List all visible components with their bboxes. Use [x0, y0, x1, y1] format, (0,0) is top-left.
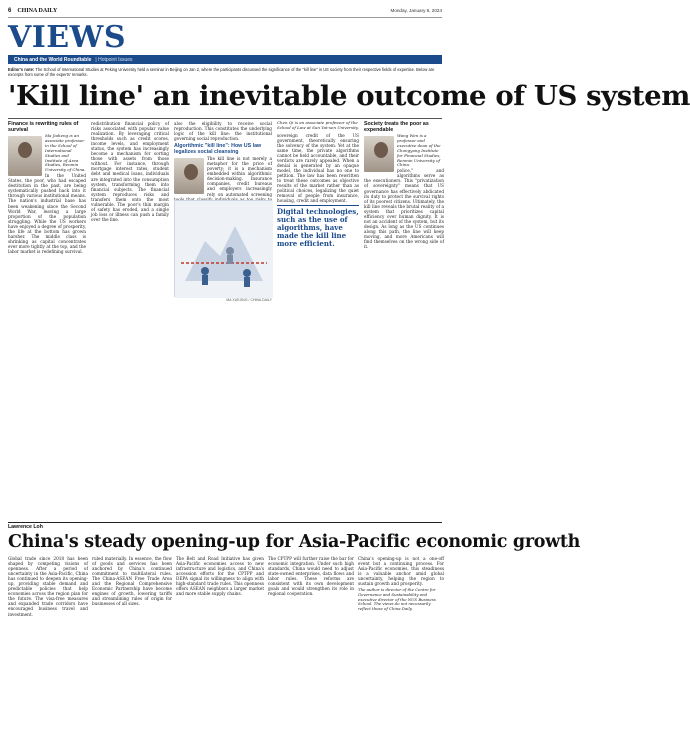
pull-quote-text: Digital technologies, such as the use of algorithms, have made the kill line more efficient. [277, 207, 359, 249]
subhead-finance: Finance is rewriting rules of survival [8, 121, 79, 133]
body-text: China's opening-up is not a one-off event but a continuing process. For Asia-Pacific economies, this steadiness is a valuable anchor amid global uncertainty, helping the region to sustain growth and prosperity. [358, 556, 444, 587]
article2-column-1 [8, 556, 88, 741]
illustration-credit: MA XUEJING / CHINA DAILY [226, 298, 272, 302]
subhead-algorithmic: Algorithmic "kill line": How US law legalizes social cleansing [174, 143, 262, 156]
illustration [174, 200, 272, 297]
body-text: The CPTPP will further raise the bar for economic integration. Under such high standards, China would need to adjust state-owned enterprises, data flows and labor rules. These reforms are consistent with its own development goals and would strengthen its role in regional cooperation. [268, 556, 354, 597]
article2-column-5 [358, 556, 444, 741]
article2-byline: Lawrence Loh [8, 524, 43, 530]
body-text: The Belt and Road Initiative has given Asia-Pacific economies access to new infrastructure and logistics, and China's accession efforts for the CPTPP and DEPA signal its willingness to align with high-standard trade rules. This openness offers ASEAN neighbors a larger market and more stable supply chains. [176, 556, 264, 597]
article1-column-4 [277, 121, 359, 521]
body-text: The kill line is not merely a metaphor for the price of poverty; it is a mechanism embedded within algorithmic decision-making. Insurance companies, credit bureaus and employers increasingly rely on automated screening [207, 156, 272, 197]
body-text: sovereign credit of the US government, theoretically ensuring the solvency of the system. Yet at the same time, the private algorithms cannot be held accountable, and their verdicts are rarely appealed. When a denial is generated by an opaque model, the individual has no one to petition. The law has been rewritten to treat these outcomes as objective results of the market rather than as political choices, legalizing the quiet removal of people from insurance, housing, credit and employment. [277, 132, 359, 204]
article1-column-3 [174, 121, 272, 521]
article2-column-3 [176, 556, 264, 741]
pull-quote [277, 205, 359, 248]
article1-column-1 [8, 121, 86, 521]
author-photo [8, 136, 42, 176]
page-header [8, 4, 442, 18]
article1-column-2 [91, 121, 169, 521]
body-text: Global trade since 2018 has been shaped by competing visions of openness. After a period of uncertainty in the Asia-Pacific, China has continued to deepen its opening-up, providing stable demand and predictable policies that help economies across the region plan for the future. The visa-free measures and expanded trade corridors have encouraged business travel and investment. [8, 556, 88, 617]
page-number: 6 [8, 7, 12, 14]
article1-column-5 [364, 121, 444, 521]
band-sub: | Hotpoint Issues [95, 56, 133, 63]
subhead-society: Society treats the poor as expendable [364, 121, 429, 133]
article2-column-2 [92, 556, 172, 741]
author-bio: Ma Jiaheng is an associate professor in the School of International Studies and Institute of Area Studies, Renmin University of China. [45, 133, 86, 173]
illustration-drawing [175, 201, 273, 298]
section-band [8, 55, 442, 64]
band-label: China and the World Roundtable [14, 56, 92, 63]
body-text: police," and algorithms serve as the executioners. This "privatization of sovereignty" means that US governance has effectively abdicated its duty to protect the survival rights of its poorest citizens. Ultimately, the kill line reveals the brutal reality of a system that prioritizes capital efficiency over human dignity. It is not an accident of the system, but its design. As long as the US continues along this path, the line will keep moving, and more Americans will find themselves on the wrong side of it. [364, 168, 444, 250]
issue-date: Monday, January 8, 2024 [390, 8, 442, 13]
editors-note [8, 67, 442, 77]
body-text: In the United States, the poor, who had escaped destitution in the past, are being systematically pushed back into it through various institutional means. The nation's industrial base has been weakening since the Second World War, leaving a large proportion of the population struggling. While the US workers have enjoyed a degree of prosperity, the life at the bottom has grown harsher. The middle class is shrinking as capital concentrates ever more tightly at the top, and the labor market is redefining survival. [8, 173, 86, 254]
article2-headline: China's steady opening-up for Asia-Pacific economic growth [8, 532, 581, 552]
author-bio: Wang Wen is a professor and executive dean of the Chongyang Institute for Financial Studies, Renmin University of China. [397, 133, 441, 168]
body-text: also the eligibility to receive social reproduction. This constitutes the underlying logic of the kill line: the institutional governing social reproduction. [174, 121, 272, 142]
article2-column-4 [268, 556, 354, 741]
author-bio: The author is director of the Centre for Governance and Sustainability and executive director of the NUS Business School. The views do not necessarily reflect those of China Daily. [358, 587, 436, 612]
article-divider [8, 522, 442, 523]
body-text: redistribution financial policy of risks associated with popular value realization. By leveraging critical thresholds such as credit scores, income levels, and employment status, the system has increasingly become a mechanism for sorting those with assets from those without. For instance, through mortgage interest rates, student debt and medical loans, individuals are integrated into the consumption system, transforming them into financial subjects. The financial system reproduces risks and transfers them onto the most vulnerable. The poor's thin margin of safety has eroded, and a single job loss or illness can push a family over the line. [91, 121, 169, 222]
editors-note-lead: Editor's note: [8, 67, 35, 72]
editors-note-text: The School of International Studies at Peking University held a seminar in Beijing on Jan 2, where the participants discussed the significance of the "kill line" in US society from their respective fields of expertise. Below are excerpts from some of the experts' remarks. [8, 67, 435, 77]
newspaper-name: CHINA DAILY [17, 7, 58, 14]
author-bio: Chen Qi is an associate professor of the School of Law at Sun Yat-sen University. [277, 120, 359, 130]
section-title: VIEWS [8, 20, 127, 55]
author-photo [364, 136, 394, 172]
article1-headline: 'Kill line' an inevitable outcome of US system [8, 80, 690, 112]
body-text: ruled materially. In essence, the flow of goods and services has been anchored by China's continued commitment to multilateral rules. The China-ASEAN Free Trade Area and the Regional Comprehensive Economic Partnership have become engines of growth, lowering tariffs and streamlining rules of origin for businesses of all sizes. [92, 556, 172, 607]
author-photo [174, 158, 204, 194]
headline-rule [8, 118, 442, 119]
